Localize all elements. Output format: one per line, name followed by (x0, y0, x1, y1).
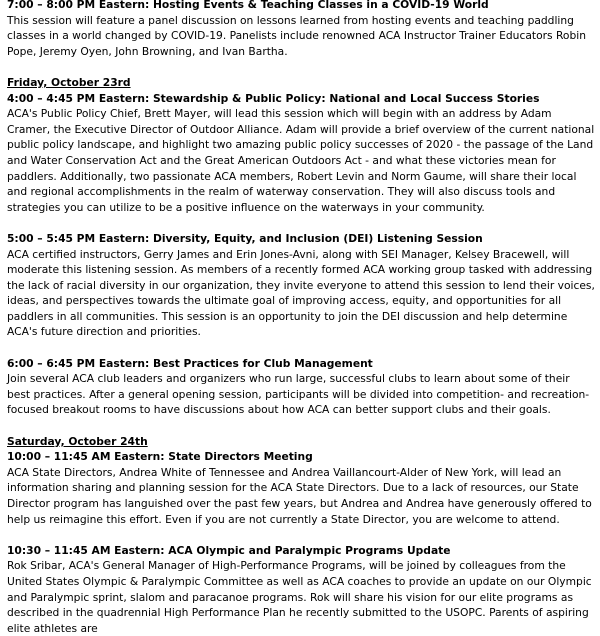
session-title: 5:00 – 5:45 PM Eastern: Diversity, Equity, and Inclusion (DEI) Listening Session (7, 231, 483, 245)
session-title: 7:00 – 8:00 PM Eastern: Hosting Events & Teaching Classes in a COVID-19 World (7, 0, 489, 11)
session-description: Rok Sribar, ACA's General Manager of High-Performance Programs, will be joined by colleagues from the United States Olympic & Paralympic Committee as well as ACA coaches to provide an update on our Olympic and Paralympic sprint, slalom and paracanoe programs. Rok will share his vision for our elite programs as described in the quadrennial High Performance Plan he recently submitted to the USOPC. Parents of aspiring elite athletes are (7, 559, 592, 635)
session-state-directors (7, 449, 595, 527)
day-heading-saturday: Saturday, October 24th (7, 434, 148, 448)
session-title: 4:00 – 4:45 PM Eastern: Stewardship & Public Policy: National and Local Success Stories (7, 91, 540, 105)
session-club-management (7, 356, 595, 418)
session-olympic-update (7, 543, 595, 636)
session-title: 10:00 – 11:45 AM Eastern: State Directors Meeting (7, 450, 313, 464)
session-description: This session will feature a panel discussion on lessons learned from hosting events and teaching paddling classes in a world changed by COVID-19. Panelists include renowned ACA Instructor Trainer Educators Robin Pope, Jeremy Oyen, John Browning, and Ivan Bartha. (7, 13, 586, 58)
session-title: 6:00 – 6:45 PM Eastern: Best Practices for Club Management (7, 356, 373, 370)
day-heading-friday: Friday, October 23rd (7, 75, 131, 89)
session-hosting-events (7, 0, 595, 59)
session-title: 10:30 – 11:45 AM Eastern: ACA Olympic and Paralympic Programs Update (7, 543, 451, 557)
session-stewardship (7, 91, 595, 216)
document-page (7, 0, 595, 636)
session-description: ACA State Directors, Andrea White of Tennessee and Andrea Vaillancourt-Alder of New York, will lead an information sharing and planning session for the ACA State Directors. Due to a lack of resources, our State Director program has languished over the past few years, but Andrea and Andrea have generously offered to help us reimagine this effort. Even if you are not currently a State Director, you are welcome to attend. (7, 465, 592, 526)
session-description: ACA certified instructors, Gerry James and Erin Jones-Avni, along with SEI Manager, Kelsey Bracewell, will moderate this listening session. As members of a recently formed ACA working group tasked with addressing the lack of racial diversity in our organization, they invite everyone to attend this session to lend their voices, ideas, and perspectives towards the ultimate goal of improving access, equity, and opportunities for all paddlers in all communities. This session is an opportunity to join the DEI discussion and help determine ACA's future direction and priorities. (7, 247, 595, 339)
session-description: Join several ACA club leaders and organizers who run large, successful clubs to learn about some of their best practices. After a general opening session, participants will be divided into competition- and recreation-focused breakout rooms to have discussions about how ACA can better support clubs and their goals. (7, 372, 590, 417)
session-dei (7, 231, 595, 340)
session-description: ACA's Public Policy Chief, Brett Mayer, will lead this session which will begin with an address by Adam Cramer, the Executive Director of Outdoor Alliance. Adam will provide a brief overview of the current national public policy landscape, and highlight two amazing public policy successes of 2020 - the passage of the Land and Water Conservation Act and the Great American Outdoors Act - and what these victories mean for paddlers. Additionally, two passionate ACA members, Robert Levin and Norm Gaume, will share their local and regional accomplishments in the realm of waterway conservation. They will also discuss tools and strategies you can utilize to be a positive influence on the waterways in your community. (7, 107, 595, 214)
